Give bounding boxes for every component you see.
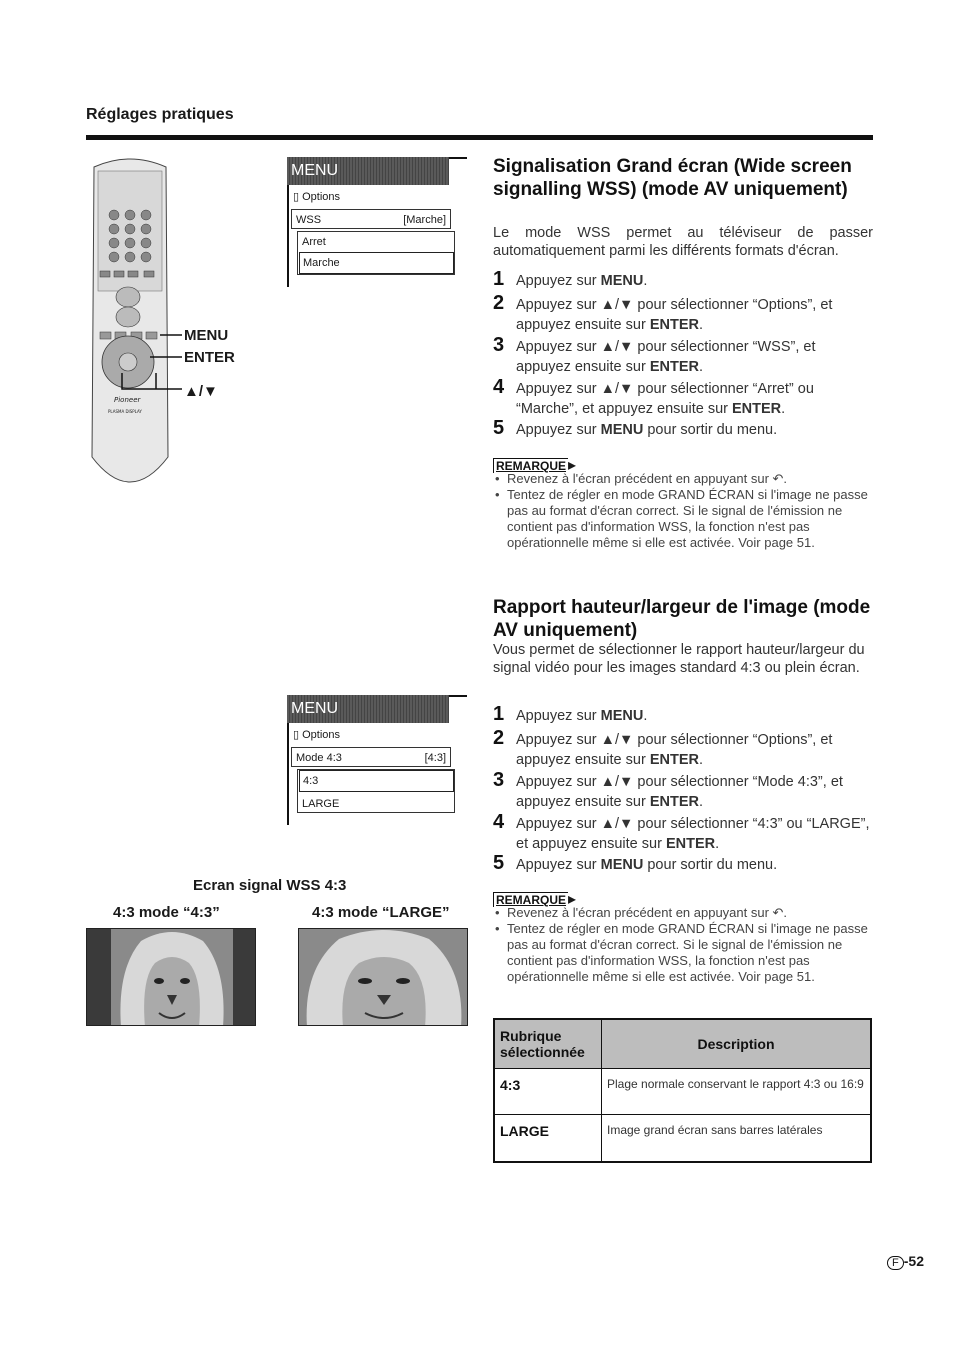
menu-screen-mode43 <box>287 695 467 825</box>
menu-choice-marche[interactable]: Marche <box>299 252 454 274</box>
aspect-intro: Vous permet de sélectionner le rapport hauteur/largeur du signal vidéo pour les images standard 4:3 ou plein écran. <box>493 642 865 676</box>
section-label: Réglages pratiques <box>86 106 234 123</box>
aspect-step-5: 5 Appuyez sur MENU pour sortir du menu. <box>493 852 778 874</box>
menu-item-label: WSS <box>296 214 322 226</box>
aspect-step-2: 2 Appuyez sur ▲/▼ pour sélectionner “Options”, et appuyez ensuite sur ENTER. <box>493 727 833 768</box>
remote-label-enter: ENTER <box>184 349 235 366</box>
menu-item-value: [Marche] <box>403 214 446 226</box>
figure-title: Ecran signal WSS 4:3 <box>193 877 347 894</box>
table-cell-desc: Plage normale conservant le rapport 4:3 ou 16:9 <box>602 1069 872 1115</box>
menu-title: MENU <box>287 695 449 723</box>
wss-note-2: • Tentez de régler en mode GRAND ÉCRAN si l'image ne passe pas au format d'écran correct. Si le signal de l'émission ne contient pas d'information WSS, la fonction n'est pas opérationnelle même si elle est activée. Voir page 51. <box>493 487 873 551</box>
menu-choice-43[interactable]: 4:3 <box>299 770 454 792</box>
mode-description-table <box>493 1018 872 1163</box>
lion-image-large <box>298 928 468 1026</box>
wss-step-3: 3 Appuyez sur ▲/▼ pour sélectionner “WSS”, et appuyez ensuite sur ENTER. <box>493 334 816 375</box>
wss-intro: Le mode WSS permet au téléviseur de passer automatiquement parmi les différents formats d'écran. <box>493 225 873 259</box>
aspect-note-2: • Tentez de régler en mode GRAND ÉCRAN si l'image ne passe pas au format d'écran correct. Si le signal de l'émission ne contient pas d'information WSS, la fonction n'est pas opérationnelle même si elle est activée. Voir page 51. <box>493 921 873 985</box>
menu-options-label: Options <box>302 191 341 203</box>
figure-right-caption: 4:3 mode “LARGE” <box>312 904 450 921</box>
menu-options-label: Options <box>302 729 341 741</box>
table-row <box>494 1069 871 1115</box>
page-number: F -52 <box>887 1253 924 1270</box>
options-icon: ▯ <box>293 729 300 741</box>
table-header-item: Rubrique sélectionnée <box>494 1019 602 1069</box>
remote-label-menu: MENU <box>184 327 229 344</box>
top-rule <box>86 135 873 140</box>
lion-image-43 <box>86 928 256 1026</box>
table-cell-label: LARGE <box>494 1115 602 1163</box>
table-row <box>494 1115 871 1163</box>
menu-options-row <box>289 725 447 745</box>
wss-note-1: • Revenez à l'écran précédent en appuyant sur ↶. <box>493 471 873 487</box>
table-header-description: Description <box>602 1019 872 1069</box>
wss-step-5: 5 Appuyez sur MENU pour sortir du menu. <box>493 417 778 439</box>
options-icon: ▯ <box>293 191 300 203</box>
aspect-remarque: REMARQUE ▸ <box>493 889 576 909</box>
remote-callout-lines <box>120 325 190 405</box>
remote-model: PLASMA DISPLAY <box>108 409 142 414</box>
menu-title: MENU <box>287 157 449 185</box>
figure-left-caption: 4:3 mode “4:3” <box>113 904 220 921</box>
aspect-step-4: 4 Appuyez sur ▲/▼ pour sélectionner “4:3” ou “LARGE”, et appuyez ensuite sur ENTER. <box>493 811 870 852</box>
menu-options-row <box>289 187 447 207</box>
menu-choice-large[interactable]: LARGE <box>302 798 340 810</box>
menu-item-mode43[interactable] <box>291 747 451 767</box>
menu-screen-wss <box>287 157 467 287</box>
wss-step-2: 2 Appuyez sur ▲/▼ pour sélectionner “Options”, et appuyez ensuite sur ENTER. <box>493 292 833 333</box>
aspect-notes <box>493 905 873 985</box>
aspect-step-1: 1 Appuyez sur MENU. <box>493 703 648 725</box>
aspect-step-3: 3 Appuyez sur ▲/▼ pour sélectionner “Mode 4:3”, et appuyez ensuite sur ENTER. <box>493 769 843 810</box>
menu-item-wss[interactable] <box>291 209 451 229</box>
menu-choice-arret[interactable]: Arret <box>302 236 326 248</box>
remote-brand: Pioneer <box>114 396 141 404</box>
wss-notes <box>493 471 873 551</box>
wss-step-1: 1 Appuyez sur MENU. <box>493 268 648 290</box>
aspect-heading: Rapport hauteur/largeur de l'image (mode AV uniquement) <box>493 597 871 641</box>
menu-item-label: Mode 4:3 <box>296 752 342 764</box>
menu-choices <box>297 231 455 275</box>
menu-choices <box>297 769 455 813</box>
menu-item-value: [4:3] <box>424 752 446 764</box>
page-prefix: F <box>887 1256 904 1270</box>
aspect-note-1: • Revenez à l'écran précédent en appuyant sur ↶. <box>493 905 873 921</box>
wss-heading: Signalisation Grand écran (Wide screen signalling WSS) (mode AV uniquement) <box>493 156 852 200</box>
table-cell-label: 4:3 <box>494 1069 602 1115</box>
wss-remarque: REMARQUE ▸ <box>493 455 576 475</box>
table-cell-desc: Image grand écran sans barres latérales <box>602 1115 872 1163</box>
wss-step-4: 4 Appuyez sur ▲/▼ pour sélectionner “Arret” ou “Marche”, et appuyez ensuite sur ENTER. <box>493 376 814 417</box>
remote-label-arrows: ▲/▼ <box>184 383 218 400</box>
